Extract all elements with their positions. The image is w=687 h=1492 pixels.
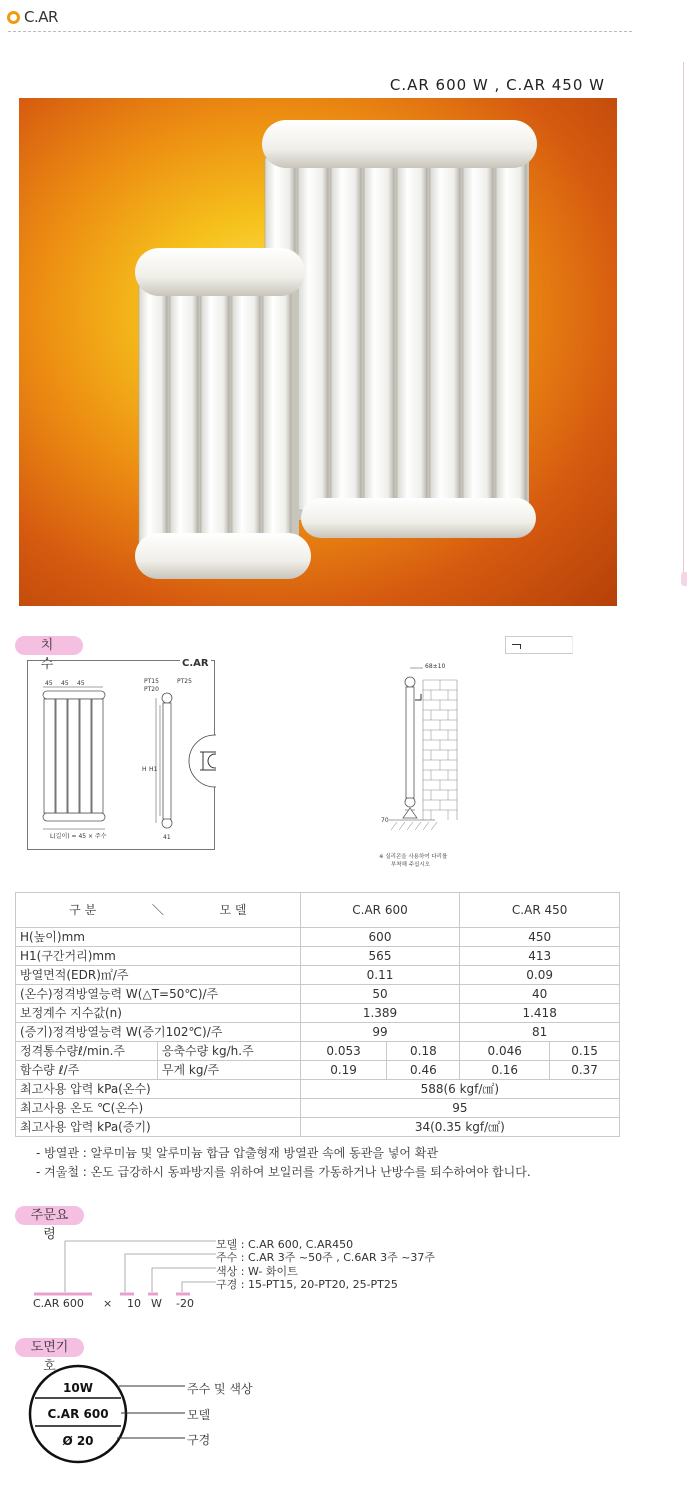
order-line-size: 구경 : 15-PT15, 20-PT20, 25-PT25 [216, 1278, 398, 1291]
symbol-label-top: 주수 및 색상 [187, 1382, 253, 1396]
cell-car600: 600 [300, 928, 460, 947]
code-count: 10 [127, 1297, 141, 1310]
header-divider [8, 31, 632, 32]
radiator-fin [170, 283, 198, 543]
symbol-top-text: 10W [63, 1381, 93, 1395]
note-line: - 방열관 : 알루미늄 및 알루미늄 합금 압출형재 방열관 속에 동관을 넣어 확관 [36, 1146, 438, 1160]
table-row [16, 1004, 620, 1023]
mini-button[interactable] [505, 636, 573, 654]
scroll-indicator [681, 572, 687, 586]
section-symbol-label: 도면기호 [15, 1338, 84, 1357]
row-label: (온수)정격방열능력 W(△T=50℃)/주 [16, 985, 301, 1004]
row-label: 최고사용 압력 kPa(증기) [16, 1118, 301, 1137]
symbol-label-middle: 모델 [187, 1408, 211, 1422]
height-label: H [142, 766, 147, 773]
cell-car600-b: 0.46 [387, 1061, 460, 1080]
table-row [16, 947, 620, 966]
row-label: 최고사용 압력 kPa(온수) [16, 1080, 301, 1099]
header-slash: ＼ [151, 902, 164, 917]
page-title: C.AR [24, 8, 58, 26]
row-label: 무게 kg/주 [157, 1061, 300, 1080]
product-photo [19, 98, 617, 606]
row-label: H1(구간거리)mm [16, 947, 301, 966]
header-model: 모 델 [219, 902, 247, 917]
table-header-row [16, 893, 620, 928]
radiator-fin [201, 283, 229, 543]
cell-car600: 1.389 [300, 1004, 460, 1023]
large-radiator [262, 120, 537, 538]
row-label: H(높이)mm [16, 928, 301, 947]
radiator-fin [263, 283, 291, 543]
cell-car450: 81 [460, 1023, 620, 1042]
table-row [16, 1061, 620, 1080]
section-order-label: 주문요령 [15, 1206, 84, 1225]
cell-car600: 0.11 [300, 966, 460, 985]
symbol-label-bottom: 구경 [187, 1433, 211, 1447]
floor-height-label: 70 [381, 817, 389, 824]
code-model: C.AR 600 [33, 1297, 84, 1310]
table-row [16, 1118, 620, 1137]
pitch-label: 45 [77, 680, 85, 687]
drawing-title: C.AR [182, 658, 209, 669]
radiator-fin [139, 283, 167, 543]
pipe-label: PT20 [144, 686, 159, 693]
order-line-model: 모델 : C.AR 600, C.AR450 [216, 1238, 354, 1251]
small-radiator [135, 248, 311, 579]
cell-car600-a: 0.053 [300, 1042, 387, 1061]
row-label: 정격통수량ℓ/min.주 [16, 1042, 158, 1061]
cell-car450-b: 0.15 [550, 1042, 620, 1061]
row-label: 함수량 ℓ/주 [16, 1061, 158, 1080]
cell-car600-b: 0.18 [387, 1042, 460, 1061]
table-row [16, 1099, 620, 1118]
radiator-fin [496, 158, 526, 510]
table-row [16, 985, 620, 1004]
radiator-fin [232, 283, 260, 543]
table-row [16, 1023, 620, 1042]
cell-car450: 1.418 [460, 1004, 620, 1023]
right-edge-border [683, 62, 687, 582]
radiator-fin [430, 158, 460, 510]
wall-note: 부착해 주십시오 [391, 862, 430, 868]
table-row [16, 1080, 620, 1099]
table-row [16, 928, 620, 947]
row-label: (증기)정격방열능력 W(증기102℃)/주 [16, 1023, 301, 1042]
bullet-circle-icon [7, 11, 20, 24]
header-cell [16, 893, 301, 928]
wall-offset-label: 68±10 [425, 663, 446, 670]
spec-table [15, 892, 620, 1137]
wall-note: ※ 실리콘을 사용하여 다리를 [379, 854, 448, 860]
order-guide-lines [30, 1236, 220, 1296]
code-times: × [103, 1297, 113, 1310]
symbol-diagram [25, 1362, 195, 1466]
code-size: -20 [176, 1297, 194, 1310]
note-line: - 겨울철 : 온도 급강하시 동파방지를 위하여 보일러를 가동하거나 난방수를 퇴수하여야 합니다. [36, 1165, 531, 1179]
cell-car600-a: 0.19 [300, 1061, 387, 1080]
section-dimensions-label: 치 수 [15, 636, 83, 655]
radiator-fin [397, 158, 427, 510]
cell-car450-b: 0.37 [550, 1061, 620, 1080]
pitch-label: 45 [45, 680, 53, 687]
cell-car450-a: 0.16 [460, 1061, 550, 1080]
radiator-fin [364, 158, 394, 510]
header-col1: C.AR 600 [300, 893, 460, 928]
radiator-fin [331, 158, 361, 510]
order-line-count: 주수 : C.AR 3주 ~50주 , C.6AR 3주 ~37주 [216, 1251, 436, 1264]
symbol-bottom-text: Ø 20 [62, 1434, 94, 1448]
cell-car450: 450 [460, 928, 620, 947]
pipe-label: PT15 [144, 678, 159, 685]
row-label: 응축수량 kg/h.주 [157, 1042, 300, 1061]
cell-car450: 413 [460, 947, 620, 966]
front-side-drawing [27, 660, 215, 850]
order-line-color: 색상 : W- 화이트 [216, 1265, 298, 1278]
length-label: L(길이) = 45 × 주수 [50, 833, 107, 840]
height-label: H1 [149, 766, 158, 773]
wall-mount-drawing [375, 660, 475, 870]
cell-car600: 99 [300, 1023, 460, 1042]
radiator-fin [463, 158, 493, 510]
cell-car450: 40 [460, 985, 620, 1004]
symbol-middle-text: C.AR 600 [47, 1407, 109, 1421]
pitch-label: 45 [61, 680, 69, 687]
cell-merged: 95 [300, 1099, 619, 1118]
table-row [16, 1042, 620, 1061]
cell-car450-a: 0.046 [460, 1042, 550, 1061]
cell-merged: 34(0.35 kgf/㎠) [300, 1118, 619, 1137]
depth-label: 41 [163, 834, 171, 841]
product-model-title: C.AR 600 W , C.AR 450 W [389, 76, 605, 94]
pipe-label: PT25 [177, 678, 192, 685]
header-category: 구 분 [69, 902, 97, 917]
cell-car600: 565 [300, 947, 460, 966]
table-row [16, 966, 620, 985]
header-col2: C.AR 450 [460, 893, 620, 928]
code-color: W [151, 1297, 162, 1310]
radiator-fin [298, 158, 328, 510]
cell-car450: 0.09 [460, 966, 620, 985]
row-label: 보정계수 지수값(n) [16, 1004, 301, 1023]
row-label: 최고사용 온도 ℃(온수) [16, 1099, 301, 1118]
row-label: 방열면적(EDR)㎡/주 [16, 966, 301, 985]
cell-merged: 588(6 kgf/㎠) [300, 1080, 619, 1099]
cell-car600: 50 [300, 985, 460, 1004]
